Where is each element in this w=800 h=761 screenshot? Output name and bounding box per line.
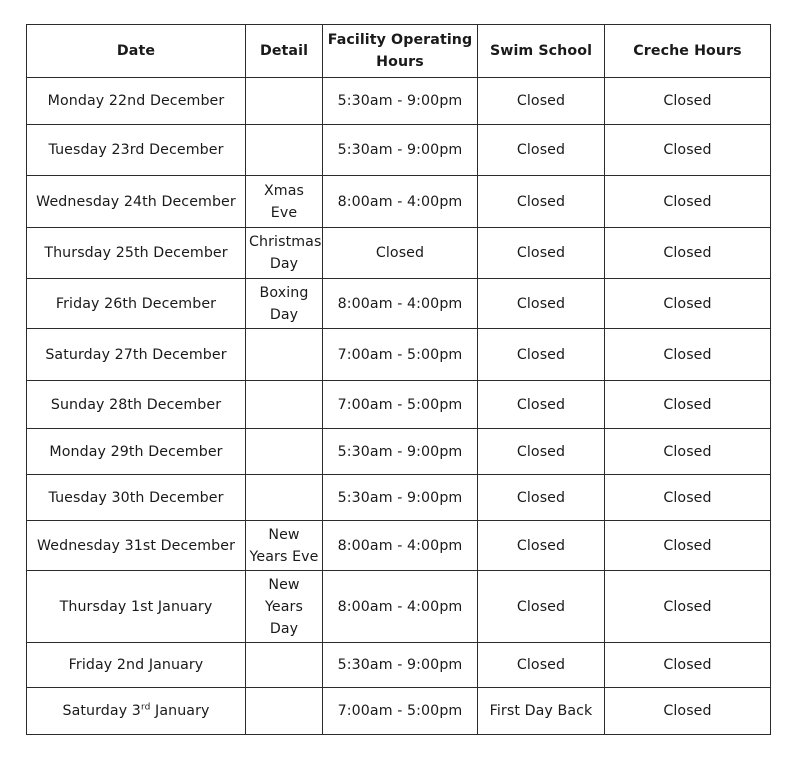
header-swim-school: Swim School	[478, 25, 605, 78]
cell-swim-school: Closed	[478, 475, 605, 521]
cell-creche-hours: Closed	[605, 688, 771, 735]
cell-facility-hours: 8:00am - 4:00pm	[323, 571, 478, 643]
cell-facility-hours: 5:30am - 9:00pm	[323, 643, 478, 688]
cell-facility-hours: 8:00am - 4:00pm	[323, 279, 478, 329]
cell-swim-school: Closed	[478, 78, 605, 125]
cell-date: Friday 2nd January	[27, 643, 246, 688]
cell-date: Sunday 28th December	[27, 381, 246, 429]
cell-detail	[246, 329, 323, 381]
table-row	[27, 381, 771, 429]
cell-swim-school: First Day Back	[478, 688, 605, 735]
cell-date: Monday 22nd December	[27, 78, 246, 125]
cell-facility-hours: 8:00am - 4:00pm	[323, 521, 478, 571]
cell-facility-hours: 8:00am - 4:00pm	[323, 176, 478, 228]
table-row	[27, 688, 771, 735]
cell-facility-hours: 5:30am - 9:00pm	[323, 475, 478, 521]
holiday-hours-table	[26, 24, 771, 735]
header-facility-hours: Facility Operating Hours	[323, 25, 478, 78]
cell-swim-school: Closed	[478, 381, 605, 429]
table-row	[27, 643, 771, 688]
cell-creche-hours: Closed	[605, 176, 771, 228]
cell-date: Wednesday 24th December	[27, 176, 246, 228]
cell-detail	[246, 125, 323, 176]
date-month: January	[150, 703, 210, 719]
cell-detail: Boxing Day	[246, 279, 323, 329]
cell-detail: New Years Day	[246, 571, 323, 643]
cell-creche-hours: Closed	[605, 228, 771, 279]
cell-swim-school: Closed	[478, 571, 605, 643]
cell-creche-hours: Closed	[605, 521, 771, 571]
table-row	[27, 125, 771, 176]
table-row	[27, 78, 771, 125]
cell-date: Thursday 25th December	[27, 228, 246, 279]
table-row	[27, 228, 771, 279]
cell-facility-hours: 5:30am - 9:00pm	[323, 125, 478, 176]
cell-creche-hours: Closed	[605, 125, 771, 176]
table-row	[27, 571, 771, 643]
cell-detail: Xmas Eve	[246, 176, 323, 228]
cell-swim-school: Closed	[478, 643, 605, 688]
cell-creche-hours: Closed	[605, 429, 771, 475]
cell-creche-hours: Closed	[605, 381, 771, 429]
cell-date: Saturday 27th December	[27, 329, 246, 381]
date-text: Saturday 3	[62, 703, 141, 719]
cell-facility-hours: 7:00am - 5:00pm	[323, 329, 478, 381]
cell-date: Friday 26th December	[27, 279, 246, 329]
cell-detail: Christmas Day	[246, 228, 323, 279]
cell-swim-school: Closed	[478, 125, 605, 176]
date-ordinal-suffix: rd	[140, 702, 151, 713]
cell-detail	[246, 643, 323, 688]
cell-creche-hours: Closed	[605, 279, 771, 329]
cell-detail	[246, 688, 323, 735]
cell-creche-hours: Closed	[605, 475, 771, 521]
table-header-row	[27, 25, 771, 78]
cell-facility-hours: 7:00am - 5:00pm	[323, 381, 478, 429]
cell-swim-school: Closed	[478, 329, 605, 381]
cell-facility-hours: 5:30am - 9:00pm	[323, 78, 478, 125]
table-row	[27, 176, 771, 228]
cell-date: Monday 29th December	[27, 429, 246, 475]
cell-swim-school: Closed	[478, 228, 605, 279]
header-date: Date	[27, 25, 246, 78]
header-creche-hours: Creche Hours	[605, 25, 771, 78]
cell-detail: New Years Eve	[246, 521, 323, 571]
cell-creche-hours: Closed	[605, 571, 771, 643]
table-row	[27, 279, 771, 329]
cell-swim-school: Closed	[478, 521, 605, 571]
header-detail: Detail	[246, 25, 323, 78]
cell-detail	[246, 78, 323, 125]
cell-facility-hours: Closed	[323, 228, 478, 279]
cell-detail	[246, 475, 323, 521]
table-row	[27, 521, 771, 571]
cell-detail	[246, 381, 323, 429]
cell-date: Tuesday 23rd December	[27, 125, 246, 176]
cell-creche-hours: Closed	[605, 643, 771, 688]
cell-date: Tuesday 30th December	[27, 475, 246, 521]
cell-date	[27, 688, 246, 735]
cell-date: Thursday 1st January	[27, 571, 246, 643]
cell-creche-hours: Closed	[605, 329, 771, 381]
table-row	[27, 429, 771, 475]
cell-detail	[246, 429, 323, 475]
cell-swim-school: Closed	[478, 176, 605, 228]
cell-facility-hours: 5:30am - 9:00pm	[323, 429, 478, 475]
cell-swim-school: Closed	[478, 279, 605, 329]
table-row	[27, 329, 771, 381]
table-row	[27, 475, 771, 521]
cell-creche-hours: Closed	[605, 78, 771, 125]
cell-facility-hours: 7:00am - 5:00pm	[323, 688, 478, 735]
cell-date: Wednesday 31st December	[27, 521, 246, 571]
cell-swim-school: Closed	[478, 429, 605, 475]
